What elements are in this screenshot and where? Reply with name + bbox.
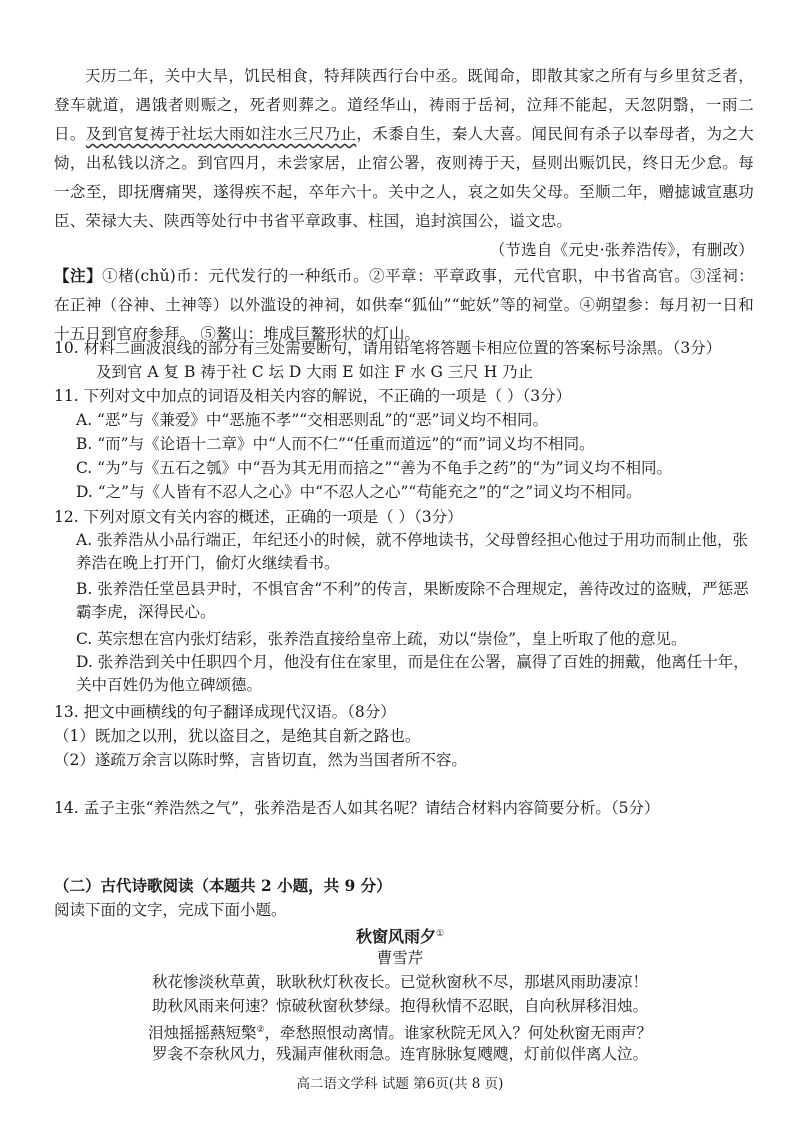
poem-title-note: ① (435, 929, 445, 939)
question-11-option-a: A. “恶”与《兼爱》中“恶施不孝”“交相恶则乱”的“恶”词义均不相同。 (76, 411, 548, 429)
question-14-stem: 14. 孟子主张“养浩然之气”，张养浩是否人如其名呢？请结合材料内容简要分析。（5分） (54, 799, 660, 817)
poem-author: 曹雪芹 (376, 949, 424, 967)
section-2-instruction: 阅读下面的文字，完成下面小题。 (54, 901, 287, 919)
poem-line-4: 罗衾不奈秋风力，残漏声催秋雨急。连宵脉脉复飕飕，灯前似伴离人泣。 (151, 1045, 648, 1063)
question-11-stem: 11. 下列对文中加点的词语及相关内容的解说，不正确的一项是（ ）（3分） (54, 387, 572, 405)
section-2-heading: （二）古代诗歌阅读（本题共 2 小题，共 9 分） (54, 876, 392, 895)
poem-line-3-b: ，牵愁照恨动离情。谁家秋院无风入？何处秋窗无雨声？ (264, 1024, 653, 1043)
wavy-underlined-sentence: 及到官复祷于社坛大雨如注水三尺乃止 (85, 125, 357, 143)
question-12-option-c: C. 英宗想在宫内张灯结彩，张养浩直接给皇帝上疏，劝以“崇俭”，皇上听取了他的意见。 (76, 630, 687, 648)
question-10-marks: 及到官 A 复 B 祷于社 C 坛 D 大雨 E 如注 F 水 G 三尺 H 乃止 (96, 363, 534, 381)
poem-line-3-note: ② (256, 1025, 265, 1035)
note-text: ①楮(chǔ)币：元代发行的一种纸币。②平章：平章政事，元代官职，中书省高官。③淫祠：在正神（谷神、土神等）以外滥设的神祠，如供奉“狐仙”“蛇妖”等的祠堂。④朔望参：每月初一日和十五日到官府参拜。 ⑤鳌山：堆成巨鳌形状的灯山。 (54, 267, 754, 343)
note-label: 【注】 (54, 266, 103, 285)
question-12-option-a: A. 张养浩从小品行端正，年纪还小的时候，就不停地读书，父母曾经担心他过于用功而制止他，张养浩在晚上打开门，偷灯火继续看书。 (76, 531, 749, 572)
question-12-stem: 12. 下列对原文有关内容的概述，正确的一项是（ ）（3分） (54, 508, 463, 526)
question-11-option-c: C. “为”与《五石之瓠》中“吾为其无用而掊之”“善为不龟手之药”的“为”词义均不相同。 (76, 459, 673, 477)
question-10-stem: 10. 材料二画波浪线的部分有三处需要断句，请用铅笔将答题卡相应位置的答案标号涂黑。（3分） (54, 339, 722, 357)
poem-line-3-a: 泪烛摇摇爇短檠 (147, 1024, 257, 1043)
question-13-stem: 13. 把文中画横线的句子翻译成现代汉语。（8分） (54, 703, 396, 721)
question-11-option-d: D. “之”与《人皆有不忍人之心》中“不忍人之心”“苟能充之”的“之”词义均不相同。 (76, 483, 642, 501)
question-13-item-1: （1）既加之以刑，犹以盗目之，是绝其自新之路也。 (54, 727, 421, 745)
question-13-item-2: （2）遂疏万余言以陈时弊，言皆切直，然为当国者所不容。 (54, 751, 467, 769)
poem-title: 秋窗风雨夕 (355, 927, 436, 947)
passage-source: （节选自《元史·张养浩传》，有删改） (489, 241, 754, 259)
question-12-option-b: B. 张养浩任堂邑县尹时，不惧官舍“不利”的传言，果断废除不合理规定，善待改过的盗贼，严惩恶霸李虎，深得民心。 (76, 580, 749, 621)
page-footer: 高二语文学科 试题 第6页(共 8 页) (296, 1076, 504, 1092)
passage-paragraph (54, 62, 754, 236)
passage-text-a: 天历二年，关中大旱，饥民相食，特拜陕西行台中丞。既闻命，即散其家之所有与乡里贫乏者，登车就道，遇饿者则赈之，死者则葬之。道经华山，祷雨于岳祠，泣拜不能起，天忽阴翳，一雨二日。 (54, 67, 754, 143)
passage-text-b: ，禾黍自生，秦人大喜。闻民间有杀子以奉母者，为之大恸，出私钱以济之。到官四月，未尝家居，止宿公署，夜则祷于天，昼则出赈饥民，终日无少怠。每一念至，即抚膺痛哭，遂得疾不起，卒年六十。关中之人，哀之如失父母。至顺二年，赠摅诚宣惠功臣、荣禄大夫、陕西等处行中书省平章政事、柱国，追封滨国公，谥文忠。 (54, 125, 754, 230)
poem-line-1: 秋花惨淡秋草黄，耿耿秋灯秋夜长。已觉秋窗秋不尽，那堪风雨助凄凉！ (151, 973, 648, 991)
question-11-option-b: B. “而”与《论语十二章》中“人而不仁”“任重而道远”的“而”词义均不相同。 (76, 435, 595, 453)
question-12-option-d: D. 张养浩到关中任职四个月，他没有住在家里，而是住在公署，赢得了百姓的拥戴，他离任十年，关中百姓仍为他立碑颂德。 (76, 653, 749, 694)
poem-line-2: 助秋风雨来何速？惊破秋窗秋梦绿。抱得秋情不忍眠，自向秋屏移泪烛。 (151, 997, 648, 1015)
